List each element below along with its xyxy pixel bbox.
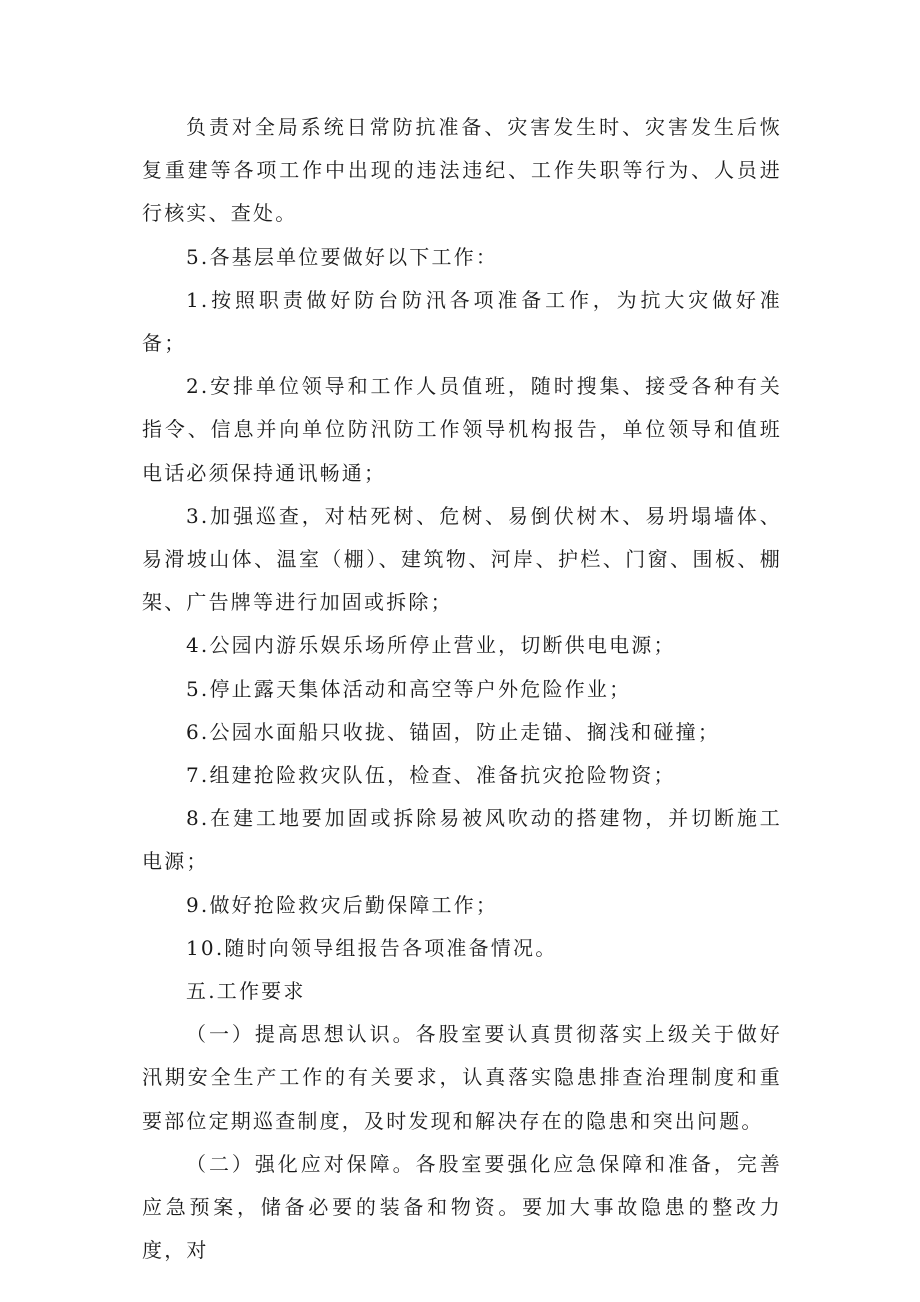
list-item-9: 9.做好抢险救灾后勤保障工作； bbox=[186, 892, 499, 917]
list-item-2: 2.安排单位领导和工作人员值班，随时搜集、接受各种有关指令、信息并向单位防汛防工作领导机构报告，单位领导和值班电话必须保持通讯畅通； bbox=[142, 374, 782, 485]
paragraph-requirement-1: （一）提高思想认识。各股室要认真贯彻落实上级关于做好汛期安全生产工作的有关要求，认真落实隐患排查治理制度和重要部位定期巡查制度，及时发现和解决存在的隐患和突出问题。 bbox=[142, 1022, 782, 1133]
list-item-3: 3.加强巡查，对枯死树、危树、易倒伏树木、易坍塌墙体、易滑坡山体、温室（棚）、建筑物、河岸、护栏、门窗、围板、棚架、广告牌等进行加固或拆除； bbox=[142, 503, 782, 615]
list-item-8: 8.在建工地要加固或拆除易被风吹动的搭建物，并切断施工电源； bbox=[142, 806, 782, 874]
section-heading-work-requirements: 五.工作要求 bbox=[186, 979, 306, 1004]
list-item-1: 1.按照职责做好防台防汛各项准备工作，为抗大灾做好准备； bbox=[142, 287, 782, 356]
list-item-10: 10.随时向领导组报告各项准备情况。 bbox=[186, 935, 558, 960]
document-body bbox=[142, 106, 782, 1272]
paragraph-requirement-2: （二）强化应对保障。各股室要强化应急保障和准备，完善应急预案，储备必要的装备和物资。要加大事故隐患的整改力度，对 bbox=[142, 1151, 782, 1263]
list-item-7: 7.组建抢险救灾队伍，检查、准备抗灾抢险物资； bbox=[186, 763, 676, 788]
list-item-6: 6.公园水面船只收拢、锚固，防止走锚、搁浅和碰撞； bbox=[186, 719, 721, 744]
paragraph-accountability: 负责对全局系统日常防抗准备、灾害发生时、灾害发生后恢复重建等各项工作中出现的违法违纪、工作失职等行为、人员进行核实、查处。 bbox=[142, 115, 782, 226]
paragraph-section-5-heading: 5.各基层单位要做好以下工作： bbox=[186, 244, 499, 269]
list-item-4: 4.公园内游乐娱乐场所停止营业，切断供电电源； bbox=[186, 633, 676, 658]
list-item-5: 5.停止露天集体活动和高空等户外危险作业； bbox=[186, 676, 632, 701]
